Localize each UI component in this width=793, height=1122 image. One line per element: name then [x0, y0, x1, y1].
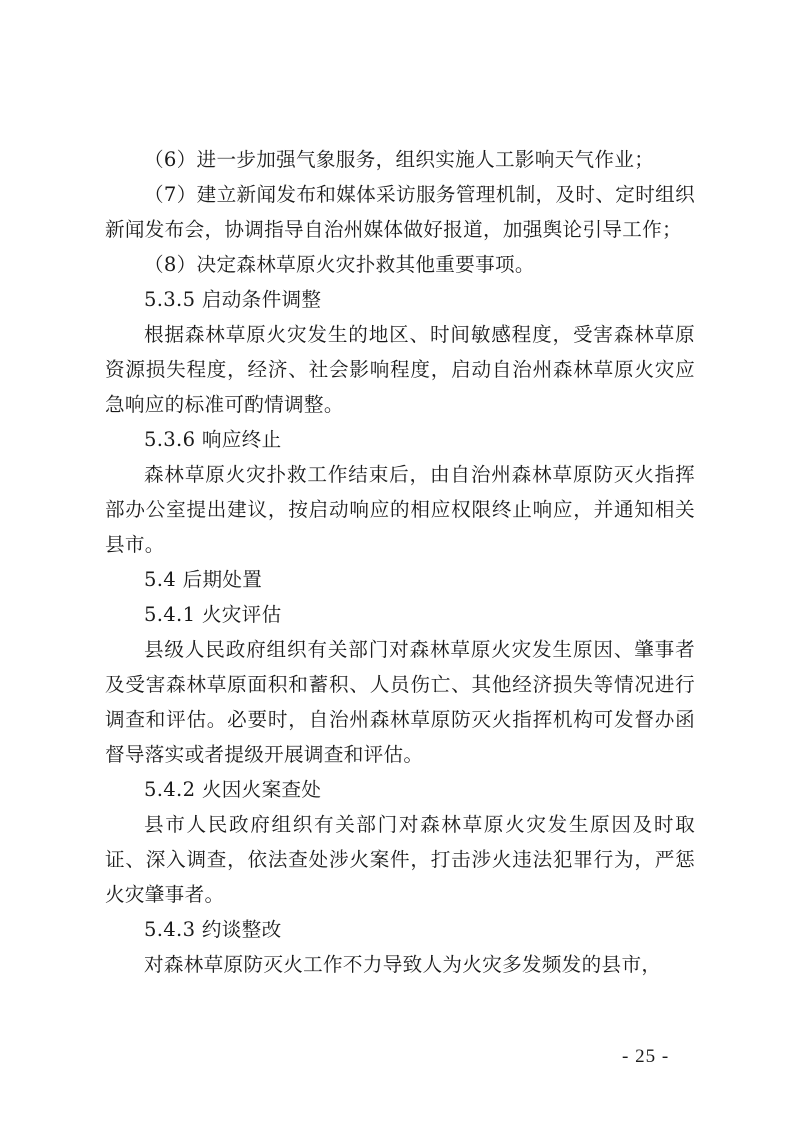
para-5-4-3: 对森林草原防灭火工作不力导致人为火灾多发频发的县市， — [144, 953, 662, 976]
heading-5-4-1: 5.4.1 火灾评估 — [144, 603, 282, 626]
item-6: （6）进一步加强气象服务，组织实施人工影响天气作业； — [144, 148, 655, 171]
heading-5-4-2: 5.4.2 火因火案查处 — [144, 778, 322, 801]
heading-5-4-3: 5.4.3 约谈整改 — [144, 918, 282, 941]
heading-5-3-5: 5.3.5 启动条件调整 — [144, 288, 322, 311]
page-number: - 25 - — [622, 1046, 670, 1067]
para-5-3-5: 根据森林草原火灾发生的地区、时间敏感程度，受害森林草原资源损失程度，经济、社会影响程度，启动自治州森林草原火灾应急响应的标准可酌情调整。 — [105, 323, 695, 416]
heading-5-3-6: 5.3.6 响应终止 — [144, 428, 282, 451]
item-7: （7）建立新闻发布和媒体采访服务管理机制，及时、定时组织新闻发布会，协调指导自治州媒体做好报道，加强舆论引导工作； — [105, 183, 695, 241]
document-body — [105, 142, 695, 982]
item-8: （8）决定森林草原火灾扑救其他重要事项。 — [144, 253, 535, 276]
para-5-3-6: 森林草原火灾扑救工作结束后，由自治州森林草原防灭火指挥部办公室提出建议，按启动响应的相应权限终止响应，并通知相关县市。 — [105, 463, 695, 556]
heading-5-4: 5.4 后期处置 — [144, 568, 263, 591]
para-5-4-1: 县级人民政府组织有关部门对森林草原火灾发生原因、肇事者及受害森林草原面积和蓄积、人员伤亡、其他经济损失等情况进行调查和评估。必要时，自治州森林草原防灭火指挥机构可发督办函督导落实或者提级开展调查和评估。 — [105, 638, 695, 766]
para-5-4-2: 县市人民政府组织有关部门对森林草原火灾发生原因及时取证、深入调查，依法查处涉火案件，打击涉火违法犯罪行为，严惩火灾肇事者。 — [105, 813, 695, 906]
